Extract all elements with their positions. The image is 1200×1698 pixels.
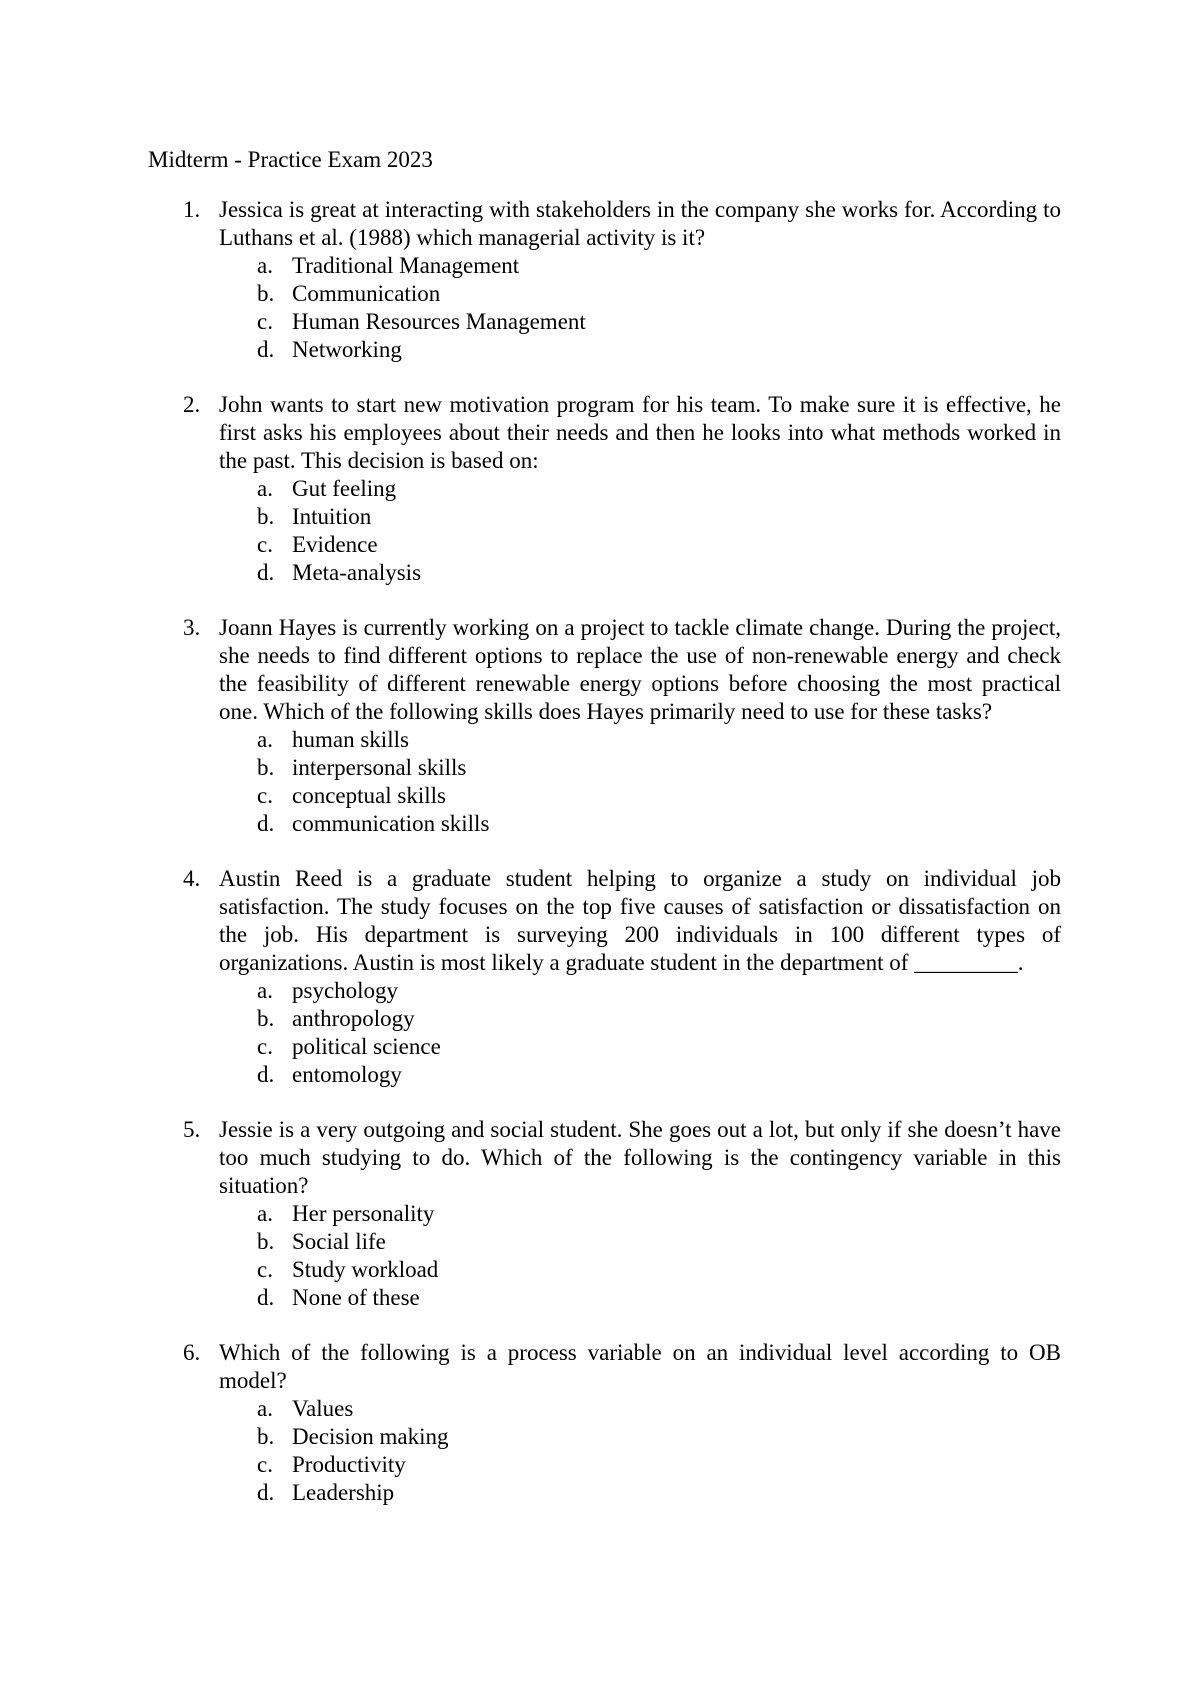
question-number: 4. (183, 866, 201, 891)
option-letter: c. (257, 532, 273, 557)
option-letter: b. (257, 1006, 275, 1031)
option-text: human skills (292, 727, 409, 752)
option-list (219, 1395, 1060, 1507)
option-text: Communication (292, 281, 441, 306)
option-text: Her personality (292, 1201, 435, 1226)
question-number: 3. (183, 615, 201, 640)
question-number: 5. (183, 1117, 201, 1142)
option-item (219, 280, 1060, 308)
option-letter: a. (257, 476, 273, 501)
option-letter: c. (257, 1257, 273, 1282)
question-text: Jessie is a very outgoing and social student. She goes out a lot, but only if she doesn’t have too much studying to do. Which of the following is the contingency variable in this situation? (219, 1117, 1061, 1198)
option-item (219, 782, 1060, 810)
question-2 (148, 391, 1060, 587)
option-item (219, 559, 1060, 587)
question-text: Austin Reed is a graduate student helping to organize a study on individual job satisfaction. The study focuses on the top five causes of satisfaction or dissatisfaction on the job. His department is surveying 200 individuals in 100 different types of organizations. Austin is most likely a graduate student in the department of _________. (219, 866, 1061, 975)
option-item (219, 810, 1060, 838)
option-letter: b. (257, 1424, 275, 1449)
option-item (219, 308, 1060, 336)
option-letter: d. (257, 811, 275, 836)
option-list (219, 475, 1060, 587)
option-item (219, 531, 1060, 559)
option-text: None of these (292, 1285, 420, 1310)
option-text: interpersonal skills (292, 755, 467, 780)
option-letter: a. (257, 1201, 273, 1226)
option-item (219, 754, 1060, 782)
option-item (219, 726, 1060, 754)
option-item (219, 1423, 1060, 1451)
option-text: Gut feeling (292, 476, 397, 501)
option-letter: a. (257, 978, 273, 1003)
question-5 (148, 1116, 1060, 1312)
question-list (148, 196, 1060, 1507)
option-letter: b. (257, 1229, 275, 1254)
option-item (219, 336, 1060, 364)
option-letter: d. (257, 560, 275, 585)
option-item (219, 1479, 1060, 1507)
option-letter: c. (257, 309, 273, 334)
question-text: Joann Hayes is currently working on a project to tackle climate change. During the project, she needs to find different options to replace the use of non-renewable energy and check the feasibility of different renewable energy options before choosing the most practical one. Which of the following skills does Hayes primarily need to use for these tasks? (219, 615, 1061, 724)
option-item (219, 1451, 1060, 1479)
option-text: Study workload (292, 1257, 439, 1282)
option-item (219, 1284, 1060, 1312)
option-list (219, 977, 1060, 1089)
option-letter: b. (257, 755, 275, 780)
question-text: John wants to start new motivation program for his team. To make sure it is effective, he first asks his employees about their needs and then he looks into what methods worked in the past. This decision is based on: (219, 392, 1061, 473)
option-item (219, 1033, 1060, 1061)
option-letter: c. (257, 1452, 273, 1477)
question-text: Jessica is great at interacting with stakeholders in the company she works for. According to Luthans et al. (1988) which managerial activity is it? (219, 197, 1061, 250)
option-letter: d. (257, 337, 275, 362)
option-text: Evidence (292, 532, 378, 557)
option-text: Social life (292, 1229, 386, 1254)
option-text: communication skills (292, 811, 490, 836)
option-list (219, 1200, 1060, 1312)
option-list (219, 726, 1060, 838)
option-list (219, 252, 1060, 364)
question-1 (148, 196, 1060, 364)
option-item (219, 503, 1060, 531)
option-text: Meta-analysis (292, 560, 422, 585)
option-letter: b. (257, 281, 275, 306)
question-number: 6. (183, 1340, 201, 1365)
option-text: anthropology (292, 1006, 415, 1031)
option-text: Values (292, 1396, 354, 1421)
option-letter: a. (257, 1396, 273, 1421)
option-letter: d. (257, 1480, 275, 1505)
option-text: political science (292, 1034, 441, 1059)
option-letter: d. (257, 1285, 275, 1310)
option-letter: a. (257, 727, 273, 752)
option-text: psychology (292, 978, 399, 1003)
option-text: Intuition (292, 504, 372, 529)
question-number: 2. (183, 392, 201, 417)
option-text: Networking (292, 337, 402, 362)
option-item (219, 1005, 1060, 1033)
option-item (219, 475, 1060, 503)
question-3 (148, 614, 1060, 838)
option-item (219, 1061, 1060, 1089)
option-text: Traditional Management (292, 253, 520, 278)
question-6 (148, 1339, 1060, 1507)
option-letter: c. (257, 1034, 273, 1059)
option-text: Leadership (292, 1480, 395, 1505)
option-item (219, 1200, 1060, 1228)
option-item (219, 252, 1060, 280)
option-text: conceptual skills (292, 783, 446, 808)
document-title: Midterm - Practice Exam 2023 (148, 147, 433, 172)
option-item (219, 1228, 1060, 1256)
option-item (219, 1395, 1060, 1423)
option-letter: d. (257, 1062, 275, 1087)
option-text: entomology (292, 1062, 402, 1087)
option-letter: a. (257, 253, 273, 278)
option-item (219, 1256, 1060, 1284)
question-number: 1. (183, 197, 201, 222)
option-text: Human Resources Management (292, 309, 586, 334)
option-letter: b. (257, 504, 275, 529)
option-item (219, 977, 1060, 1005)
option-text: Decision making (292, 1424, 449, 1449)
option-text: Productivity (292, 1452, 406, 1477)
question-text: Which of the following is a process variable on an individual level according to OB model? (219, 1340, 1061, 1393)
question-4 (148, 865, 1060, 1089)
option-letter: c. (257, 783, 273, 808)
